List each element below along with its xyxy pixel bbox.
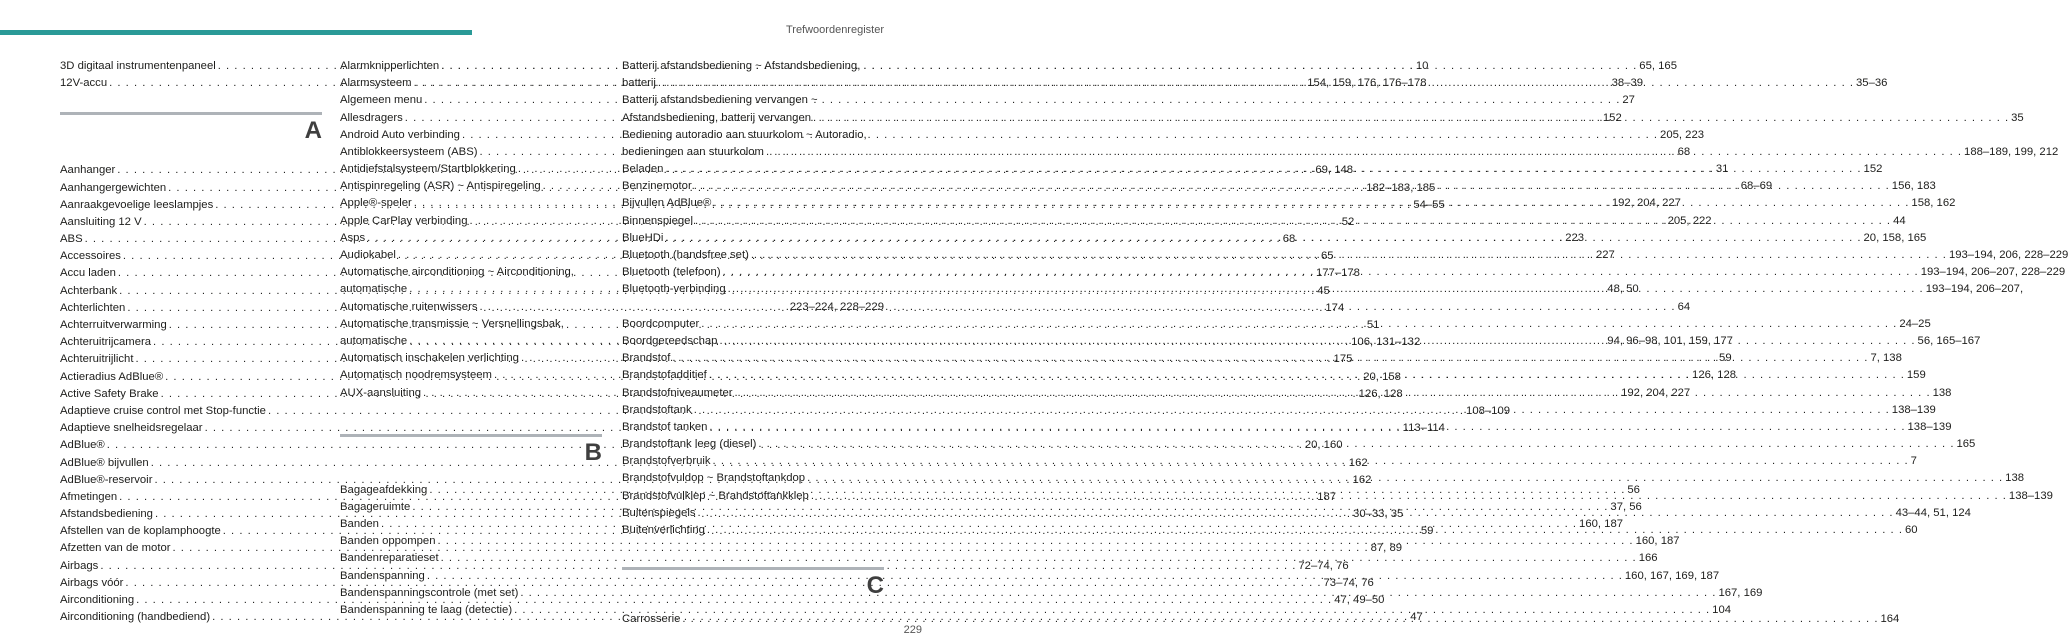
index-entry: Achterruitverwarming . . . 51 bbox=[60, 317, 322, 334]
index-entry: Achterbank . . . 45 bbox=[60, 283, 322, 300]
index-entry: Afstellen van de koplamphoogte . . . 59 bbox=[60, 523, 322, 540]
index-entry: Afmetingen . . . 187 bbox=[60, 489, 322, 506]
index-entry: Afzetten van de motor . . . 87, 89 bbox=[60, 541, 322, 558]
index-entry: Automatisch noodremsysteem . . . 126, 128 bbox=[340, 367, 602, 384]
index-entry: Brandstof tanken . . . 138–139 bbox=[622, 419, 884, 436]
index-entry: Bandenspanning te laag (detectie) . . . 104 bbox=[340, 602, 602, 619]
index-entry: Allesdragers . . . 152 bbox=[340, 110, 602, 127]
index-entry-continuation: 223–224, 228–229 bbox=[789, 300, 884, 313]
index-entry: Bandenspanning . . . 160, 167, 169, 187 bbox=[340, 568, 602, 585]
index-entry: ABS . . . 68 bbox=[60, 231, 322, 248]
index-entry: Automatisch inschakelen verlichting . . . 59 bbox=[340, 350, 602, 367]
index-entry: AdBlue® . . . 20, 160 bbox=[60, 437, 322, 454]
index-entry: BlueHDi . . . 20, 158, 165 bbox=[622, 230, 884, 247]
index-entry: Alarmknipperlichten . . . 65, 165 bbox=[340, 58, 602, 75]
index-entry: Brandstofverbruik . . . 7 bbox=[622, 453, 884, 470]
index-entry: Antidiefstalsysteem/Startblokkering . . . 31 bbox=[340, 161, 602, 178]
index-entry: Bandenspanningscontrole (met set) . . . 167, 169 bbox=[340, 585, 602, 602]
index-entry: Carrosserie . . . 164 bbox=[622, 611, 884, 628]
index-entry: Apple CarPlay verbinding . . . 205, 222 bbox=[340, 213, 602, 230]
index-entry: Adaptieve snelheidsregelaar . . . 113–114 bbox=[60, 420, 322, 437]
section-letter: A bbox=[304, 117, 322, 145]
index-entry: Bandenreparatieset . . . 166 bbox=[340, 551, 602, 568]
section-rule bbox=[60, 112, 322, 115]
index-entry: Antiblokkeersysteem (ABS) . . . 68 bbox=[340, 144, 602, 161]
index-entry: Aanraakgevoelige leeslampjes . . . 54–55 bbox=[60, 197, 322, 214]
index-entry: Achterlichten . . . 174 bbox=[60, 300, 322, 317]
index-entry-line: Automatische airconditioning ~ Airconditioning, bbox=[340, 266, 574, 279]
index-entry: Binnenspiegel . . . 44 bbox=[622, 213, 884, 230]
index-entry: Active Safety Brake . . . 126, 128 bbox=[60, 386, 322, 403]
index-entry: Alarmsysteem . . . 38–39 bbox=[340, 75, 602, 92]
index-entry: bedieningen aan stuurkolom . . . 188–189, 199, 212 bbox=[622, 144, 884, 161]
index-entry: batterij . . . 35–36 bbox=[622, 75, 884, 92]
index-entry: Bagageafdekking . . . 56 bbox=[340, 482, 602, 499]
index-entry-line: Batterij afstandsbediening ~ Afstandsbediening, bbox=[622, 60, 861, 72]
page-number: 229 bbox=[903, 624, 922, 636]
index-entry: Brandstof . . . 7, 138 bbox=[622, 350, 884, 367]
section-rule bbox=[622, 567, 884, 570]
index-entry: Banden . . . 160, 187 bbox=[340, 516, 602, 533]
index-entry: Asps . . . 223 bbox=[340, 230, 602, 247]
index-entry: Aanhangergewichten . . . 182–183, 185 bbox=[60, 180, 322, 197]
index-entry: Android Auto verbinding . . . 205, 223 bbox=[340, 127, 602, 144]
index-entry: automatische . . . 48, 50 bbox=[340, 281, 602, 298]
index-entry: Achteruitrijcamera . . . 106, 131–132 bbox=[60, 334, 322, 351]
section-rule bbox=[340, 434, 602, 437]
index-entry: Afstandsbediening, batterij vervangen . . . 35 bbox=[622, 110, 884, 127]
index-entry: Aansluiting 12 V . . . 52 bbox=[60, 214, 322, 231]
index-entry: Algemeen menu . . . 27 bbox=[340, 92, 602, 109]
index-entry: Antispinregeling (ASR) ~ Antispiregeling . . . 68–69 bbox=[340, 178, 602, 195]
index-entry: Brandstoftank leeg (diesel) . . . 165 bbox=[622, 436, 884, 453]
section-header-a bbox=[60, 92, 322, 162]
index-entry: Airbags . . . 72–74, 76 bbox=[60, 558, 322, 575]
index-entry: Boordgereedschap . . . 56, 165–167 bbox=[622, 333, 884, 350]
running-header: Trefwoordenregister bbox=[785, 24, 884, 36]
index-entry: Brandstoftank . . . 138–139 bbox=[622, 402, 884, 419]
index-entry: Audiokabel . . . 227 bbox=[340, 247, 602, 264]
section-letter: C bbox=[866, 572, 884, 600]
index-entry: Bluetooth (handsfree set) . . . 193–194, 206, 228–229 bbox=[622, 247, 884, 264]
index-entry: Airconditioning (handbediend) . . . 47 bbox=[60, 609, 322, 626]
index-entry: Adaptieve cruise control met Stop-functie . . . 108–109 bbox=[60, 403, 322, 420]
section-letter: B bbox=[584, 438, 602, 466]
index-entry: 12V-accu . . . 154, 159, 176, 176–178 bbox=[60, 75, 322, 92]
index-entry: Bluetooth-verbinding . . . 193–194, 206–207, bbox=[622, 281, 884, 298]
index-entry-line: Batterij afstandsbediening vervangen ~ bbox=[622, 94, 818, 107]
index-entry: Accu laden . . . 177–178 bbox=[60, 266, 322, 283]
index-entry: Brandstofvuldop ~ Brandstoftankdop . . . 138 bbox=[622, 471, 884, 488]
index-entry: AUX-aansluiting . . . 192, 204, 227 bbox=[340, 385, 602, 402]
index-entry-line: Automatische transmissie ~ Versnellingsbak, bbox=[340, 317, 564, 330]
index-entry: 3D digitaal instrumentenpaneel . . . 10 bbox=[60, 58, 322, 75]
index-entry: Aanhanger . . . 69, 148 bbox=[60, 162, 322, 179]
index-entry: Apple®-speler . . . 192, 204, 227 bbox=[340, 196, 602, 213]
index-entry: Benzinemotor . . . 156, 183 bbox=[622, 178, 884, 195]
index-entry: Brandstofadditief . . . 159 bbox=[622, 367, 884, 384]
index-entry: Afstandsbediening . . . 30–33, 35 bbox=[60, 506, 322, 523]
index-entry: automatische . . . 94, 96–98, 101, 159, 177 bbox=[340, 333, 602, 350]
index-entry: Buitenverlichting . . . 60 bbox=[622, 522, 884, 539]
index-entry: Accessoires . . . 65 bbox=[60, 248, 322, 265]
header-accent-bar bbox=[0, 30, 472, 35]
index-entry: Automatische ruitenwissers . . . 64 bbox=[340, 299, 602, 316]
index-entry: Bagageruimte . . . 37, 56 bbox=[340, 499, 602, 516]
index-entry: Bluetooth (telefoon) . . . 193–194, 206–207, 228–229 bbox=[622, 264, 884, 281]
section-header-c bbox=[622, 539, 884, 611]
index-entry: AdBlue®-reservoir . . . 162 bbox=[60, 472, 322, 489]
index-entry: Actieradius AdBlue® . . . 20, 158 bbox=[60, 369, 322, 386]
index-entry: Brandstofniveaumeter . . . 138 bbox=[622, 385, 884, 402]
index-entry: AdBlue® bijvullen . . . 162 bbox=[60, 455, 322, 472]
index-entry: Buitenspiegels . . . 43–44, 51, 124 bbox=[622, 505, 884, 522]
index-entry: Airconditioning . . . 47, 49–50 bbox=[60, 592, 322, 609]
index-entry: Airbags vóór . . . 73–74, 76 bbox=[60, 575, 322, 592]
index-entry: Bijvullen AdBlue® . . . 158, 162 bbox=[622, 196, 884, 213]
index-entry: Boordcomputer . . . 24–25 bbox=[622, 316, 884, 333]
index-entry: Achteruitrijlicht . . . 175 bbox=[60, 351, 322, 368]
index-entry: Brandstofvulklep ~ Brandstoftankklep . . . 138–139 bbox=[622, 488, 884, 505]
index-entry: Banden oppompen . . . 160, 187 bbox=[340, 533, 602, 550]
section-header-b bbox=[340, 402, 602, 482]
index-entry: Beladen . . . 152 bbox=[622, 161, 884, 178]
index-entry-line: Bediening autoradio aan stuurkolom ~ Autoradio, bbox=[622, 128, 867, 141]
